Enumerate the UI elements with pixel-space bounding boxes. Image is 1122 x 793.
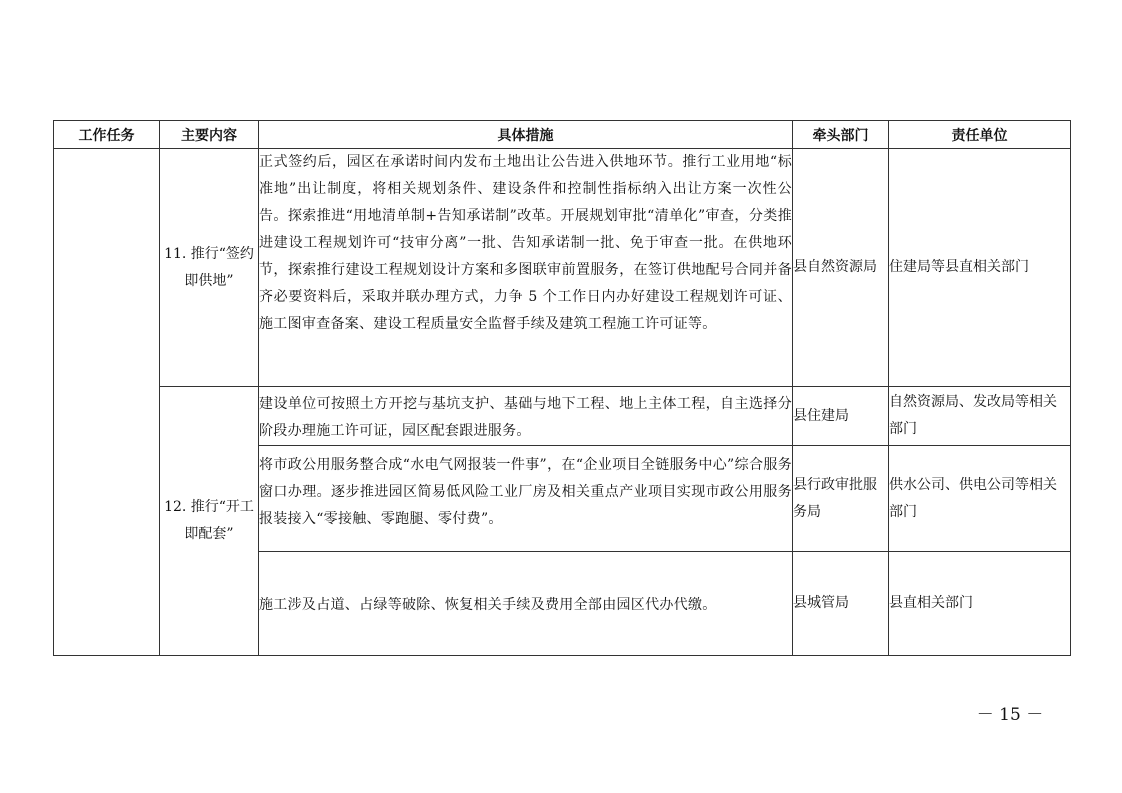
measure-cell: 建设单位可按照土方开挖与基坑支护、基础与地下工程、地上主体工程，自主选择分阶段办理施工许可证，园区配套跟进服务。 <box>259 387 793 446</box>
table-row <box>54 387 1071 446</box>
content-cell: 11. 推行“签约即供地” <box>160 149 259 387</box>
task-table <box>53 120 1071 656</box>
header-content: 主要内容 <box>160 121 259 149</box>
page-number: － 15 － <box>976 705 1044 725</box>
lead-cell: 县行政审批服务局 <box>793 446 889 552</box>
responsible-cell: 县直相关部门 <box>889 552 1071 656</box>
lead-cell: 县住建局 <box>793 387 889 446</box>
header-task: 工作任务 <box>54 121 160 149</box>
header-responsible: 责任单位 <box>889 121 1071 149</box>
header-lead: 牵头部门 <box>793 121 889 149</box>
lead-cell: 县城管局 <box>793 552 889 656</box>
lead-cell: 县自然资源局 <box>793 149 889 387</box>
table-row <box>54 149 1071 387</box>
content-cell: 12. 推行“开工即配套” <box>160 387 259 656</box>
responsible-cell: 住建局等县直相关部门 <box>889 149 1071 387</box>
table-header-row <box>54 121 1071 149</box>
header-measures: 具体措施 <box>259 121 793 149</box>
responsible-cell: 自然资源局、发改局等相关部门 <box>889 387 1071 446</box>
measure-cell: 将市政公用服务整合成“水电气网报装一件事”，在“企业项目全链服务中心”综合服务窗口办理。逐步推进园区简易低风险工业厂房及相关重点产业项目实现市政公用服务报装接入“零接触、零跑腿、零付费”。 <box>259 446 793 552</box>
measure-cell: 施工涉及占道、占绿等破除、恢复相关手续及费用全部由园区代办代缴。 <box>259 552 793 656</box>
responsible-cell: 供水公司、供电公司等相关部门 <box>889 446 1071 552</box>
task-cell <box>54 149 160 656</box>
measure-cell: 正式签约后，园区在承诺时间内发布土地出让公告进入供地环节。推行工业用地“标准地”出让制度，将相关规划条件、建设条件和控制性指标纳入出让方案一次性公告。探索推进“用地清单制+告知承诺制”改革。开展规划审批“清单化”审查，分类推进建设工程规划许可“技审分离”一批、告知承诺制一批、免于审查一批。在供地环节，探索推行建设工程规划设计方案和多图联审前置服务，在签订供地配号合同并备齐必要资料后，采取并联办理方式，力争 5 个工作日内办好建设工程规划许可证、施工图审查备案、建设工程质量安全监督手续及建筑工程施工许可证等。 <box>259 149 793 387</box>
